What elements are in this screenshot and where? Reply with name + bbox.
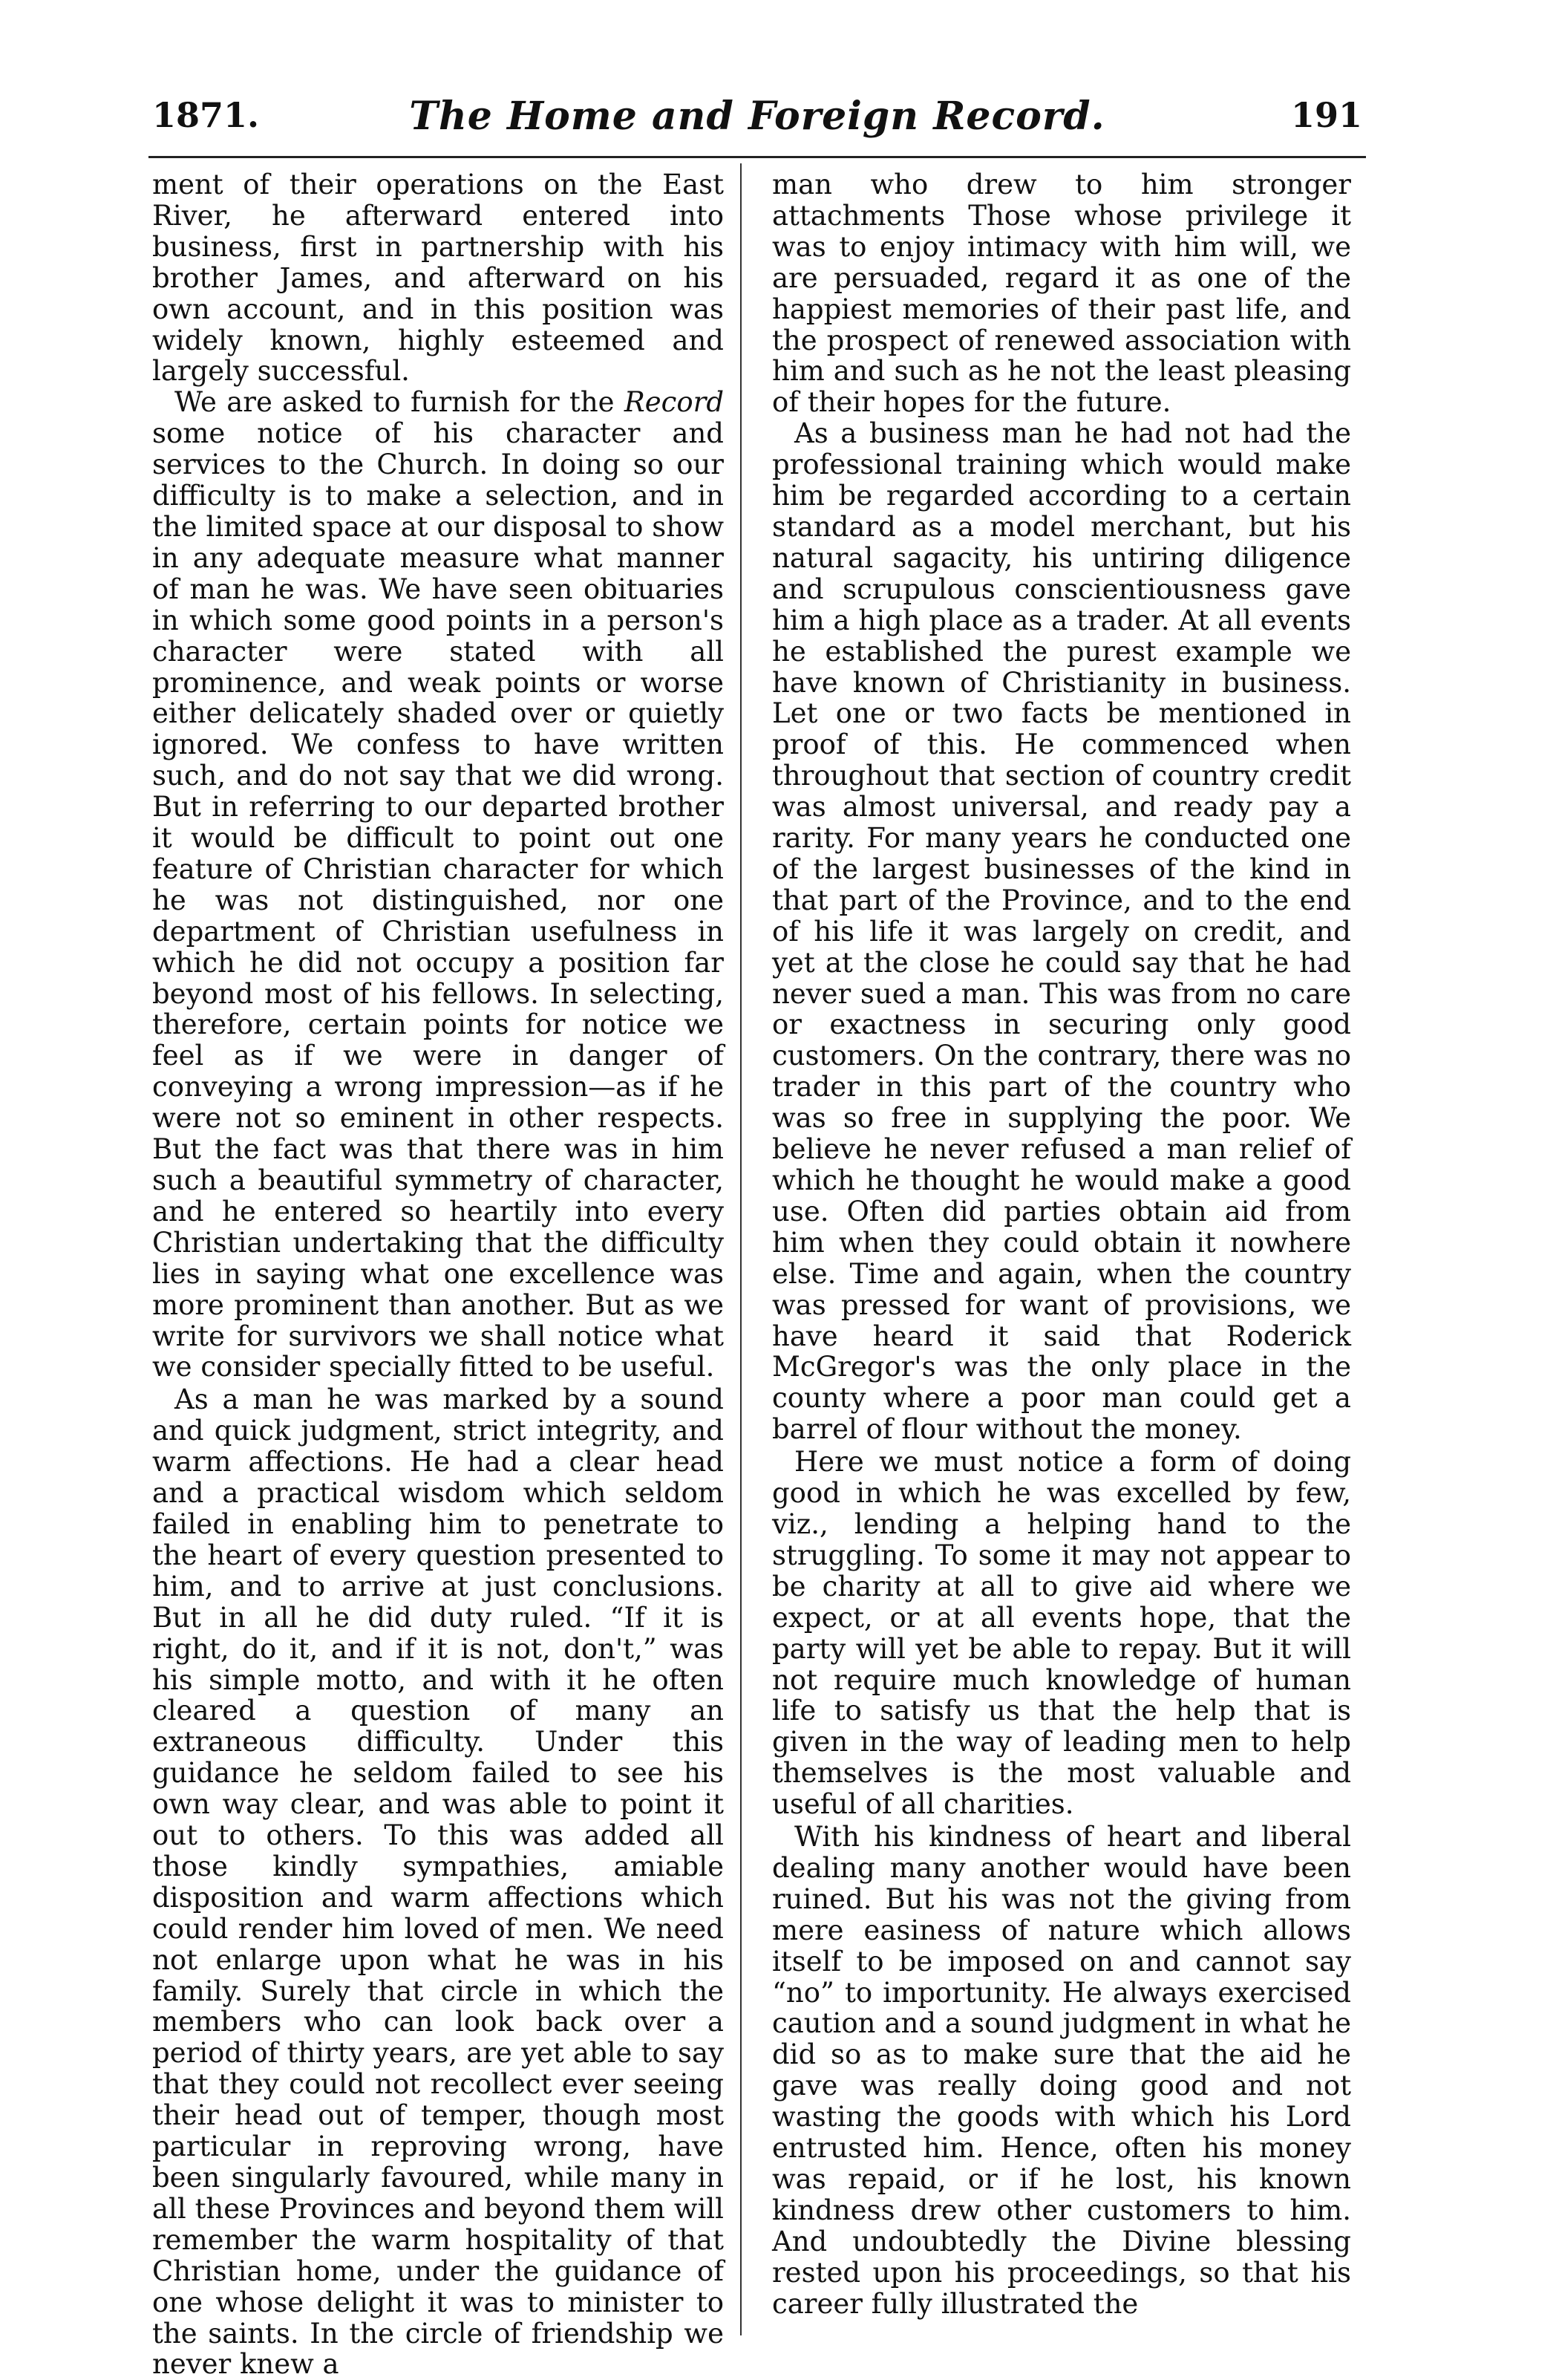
record-italic: Record xyxy=(624,386,724,419)
header-page-number: 191 xyxy=(1290,95,1362,135)
left-paragraph-2 xyxy=(152,387,724,1383)
left-paragraph-1: ment of their operations on the East River, he afterward entered into business, first in partnership with his brother James, and afterward on his own account, and in this position was widely known, highly esteemed and largely successful. xyxy=(152,169,724,388)
header-rule xyxy=(148,156,1366,158)
header-journal-title: The Home and Foreign Record. xyxy=(409,94,1105,139)
running-header xyxy=(152,95,1362,147)
left-paragraph-2-start: We are asked to furnish for the xyxy=(174,386,624,419)
right-paragraph-1: man who drew to him stronger attachments Those whose privilege it was to enjoy intimacy with him will, we are persuaded, regard it as one of the happiest memories of their past life, and the prospect of renewed association with him and such as he not the least pleasing of their hopes for the future. xyxy=(772,169,1351,419)
header-year: 1871. xyxy=(152,95,260,135)
left-column xyxy=(152,169,724,2380)
right-paragraph-2: As a business man he had not had the professional training which would make him be regarded according to a certain standard as a model merchant, but his natural sagacity, his untiring diligence and scrupulous conscientiousness gave him a high place as a trader. At all events he established the purest example we have known of Christianity in business. Let one or two facts be mentioned in proof of this. He commenced when throughout that section of country credit was almost universal, and ready pay a rarity. For many years he conducted one of the largest businesses of the kind in that part of the Province, and to the end of his life it was largely on credit, and yet at the close he could say that he had never sued a man. This was from no care or exactness in securing only good customers. On the contrary, there was no trader in this part of the country who was so free in supplying the poor. We believe he never refused a man relief of which he thought he would make a good use. Often did parties obtain aid from him when they could obtain it nowhere else. Time and again, when the country was pressed for want of provisions, we have heard it said that Roderick McGregor's was the only place in the county where a poor man could get a barrel of flour without the money. xyxy=(772,417,1351,1446)
right-paragraph-3: Here we must notice a form of doing good in which he was excelled by few, viz., lending a helping hand to the struggling. To some it may not appear to be charity at all to give aid where we expect, or at all events hope, that the party will yet be able to repay. But it will not require much knowledge of human life to satisfy us that the help that is given in the way of leading men to help themselves is the most valuable and useful of all charities. xyxy=(772,1446,1351,1821)
left-paragraph-2-rest: some notice of his character and services to the Church. In doing so our difficulty is to make a selection, and in the limited space at our disposal to show in any adequate measure what manner of man he was. We have seen obituaries in which some good points in a person's character were stated with all prominence, and weak points or worse either delicately shaded over or quietly ignored. We confess to have written such, and do not say that we did wrong. But in referring to our departed brother it would be difficult to point out one feature of Christian character for which he was not distinguished, nor one department of Christian usefulness in which he did not occupy a position far beyond most of his fellows. In selecting, therefore, certain points for notice we feel as if we were in danger of conveying a wrong impression—as if he were not so eminent in other respects. But the fact was that there was in him such a beautiful symmetry of character, and he entered so heartily into every Christian undertaking that the difficulty lies in saying what one excellence was more prominent than another. But as we write for survivors we shall notice what we consider specially fitted to be useful. xyxy=(152,417,724,1383)
column-divider xyxy=(740,163,742,2335)
right-column xyxy=(772,169,1351,2320)
right-paragraph-4: With his kindness of heart and liberal dealing many another would have been ruined. But his was not the giving from mere easiness of nature which allows itself to be imposed on and cannot say “no” to importunity. He always exercised caution and a sound judgment in what he did so as to make sure that the aid he gave was really doing good and not wasting the goods with which his Lord entrusted him. Hence, often his money was repaid, or if he lost, his known kindness drew other customers to him. And undoubtedly the Divine blessing rested upon his proceedings, so that his career fully illustrated the xyxy=(772,1821,1351,2320)
left-paragraph-3: As a man he was marked by a sound and quick judgment, strict integrity, and warm affections. He had a clear head and a practical wisdom which seldom failed in enabling him to penetrate to the heart of every question presented to him, and to arrive at just conclusions. But in all he did duty ruled. “If it is right, do it, and if it is not, don't,” was his simple motto, and with it he often cleared a question of many an extraneous difficulty. Under this guidance he seldom failed to see his own way clear, and was able to point it out to others. To this was added all those kindly sympathies, amiable disposition and warm affections which could render him loved of men. We need not enlarge upon what he was in his family. Surely that circle in which the members who can look back over a period of thirty years, are yet able to say that they could not recollect ever seeing their head out of temper, though most particular in reproving wrong, have been singularly favoured, while many in all these Provinces and beyond them will remember the warm hospitality of that Christian home, under the guidance of one whose delight it was to minister to the saints. In the circle of friendship we never knew a xyxy=(152,1383,724,2380)
